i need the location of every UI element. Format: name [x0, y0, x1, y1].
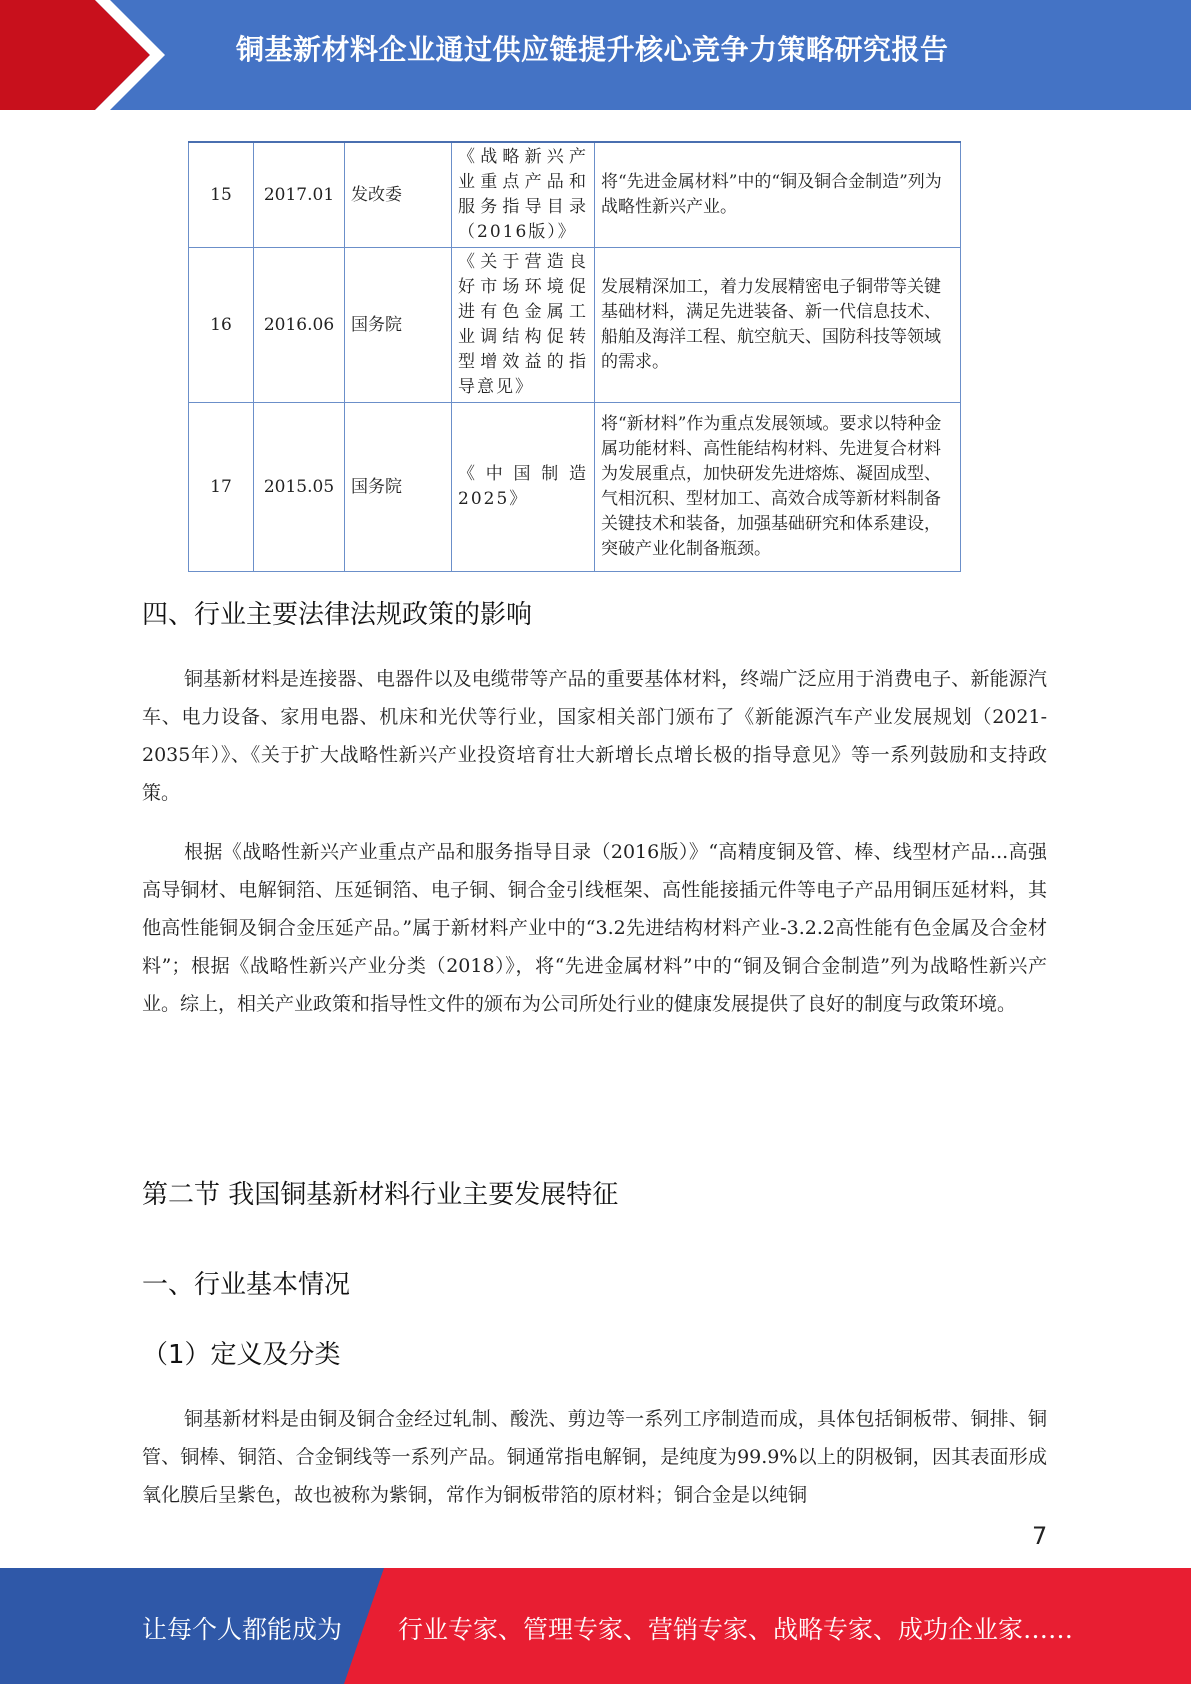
header-title: 铜基新材料企业通过供应链提升核心竞争力策略研究报告	[236, 33, 949, 66]
footer-slogan-right: 行业专家、管理专家、营销专家、战略专家、成功企业家……	[398, 1615, 1074, 1644]
row-date: 2017.01	[254, 142, 345, 248]
section-heading: 一、行业基本情况	[142, 1270, 351, 1300]
chapter-heading: 第二节 我国铜基新材料行业主要发展特征	[142, 1180, 619, 1210]
row-content: 发展精深加工，着力发展精密电子铜带等关键基础材料，满足先进装备、新一代信息技术、船舶及海洋工程、航空航天、国防科技等领域的需求。	[595, 248, 961, 403]
body-paragraph: 根据《战略性新兴产业重点产品和服务指导目录（2016版）》“高精度铜及管、棒、线型材产品...高强高导铜材、电解铜箔、压延铜箔、电子铜、铜合金引线框架、高性能接插元件等电子产品用铜压延材料，其他高性能铜及铜合金压延产品。”属于新材料产业中的“3.2先进结构材料产业-3.2.2高性能有色金属及合金材料”；根据《战略性新兴产业分类（2018）》，将“先进金属材料”中的“铜及铜合金制造”列为战略性新兴产业。综上，相关产业政策和指导性文件的颁布为公司所处行业的健康发展提供了良好的制度与政策环境。	[142, 841, 1047, 1015]
row-org: 国务院	[345, 248, 452, 403]
section-heading: 四、行业主要法律法规政策的影响	[142, 600, 533, 630]
table-row	[189, 248, 961, 403]
page-footer	[0, 1568, 1191, 1684]
row-org: 发改委	[345, 142, 452, 248]
subsection-heading: （1）定义及分类	[142, 1340, 341, 1370]
page-number: 7	[1032, 1522, 1048, 1550]
row-number: 15	[189, 142, 254, 248]
page-header	[0, 0, 1191, 110]
row-content: 将“新材料”作为重点发展领域。要求以特种金属功能材料、高性能结构材料、先进复合材料为发展重点，加快研发先进熔炼、凝固成型、气相沉积、型材加工、高效合成等新材料制备关键技术和装备，加强基础研究和体系建设，突破产业化制备瓶颈。	[595, 403, 961, 572]
body-paragraph: 铜基新材料是由铜及铜合金经过轧制、酸洗、剪边等一系列工序制造而成，具体包括铜板带、铜排、铜管、铜棒、铜箔、合金铜线等一系列产品。铜通常指电解铜，是纯度为99.9%以上的阴极铜，因其表面形成氧化膜后呈紫色，故也被称为紫铜，常作为铜板带箔的原材料；铜合金是以纯铜	[142, 1408, 1047, 1506]
policy-table	[188, 141, 961, 572]
row-content: 将“先进金属材料”中的“铜及铜合金制造”列为战略性新兴产业。	[595, 142, 961, 248]
row-number: 16	[189, 248, 254, 403]
row-date: 2016.06	[254, 248, 345, 403]
row-document: 《战略新兴产业重点产品和服务指导目录（2016版）》	[452, 142, 595, 248]
row-org: 国务院	[345, 403, 452, 572]
table-row	[189, 142, 961, 248]
table-row	[189, 403, 961, 572]
body-paragraph: 铜基新材料是连接器、电器件以及电缆带等产品的重要基体材料，终端广泛应用于消费电子、新能源汽车、电力设备、家用电器、机床和光伏等行业，国家相关部门颁布了《新能源汽车产业发展规划（2021-2035年）》、《关于扩大战略性新兴产业投资培育壮大新增长点增长极的指导意见》等一系列鼓励和支持政策。	[142, 668, 1047, 804]
row-document: 《中国制造2025》	[452, 403, 595, 572]
footer-slogan-left: 让每个人都能成为	[142, 1615, 343, 1644]
row-document: 《关于营造良好市场环境促进有色金属工业调结构促转型增效益的指导意见》	[452, 248, 595, 403]
row-number: 17	[189, 403, 254, 572]
row-date: 2015.05	[254, 403, 345, 572]
